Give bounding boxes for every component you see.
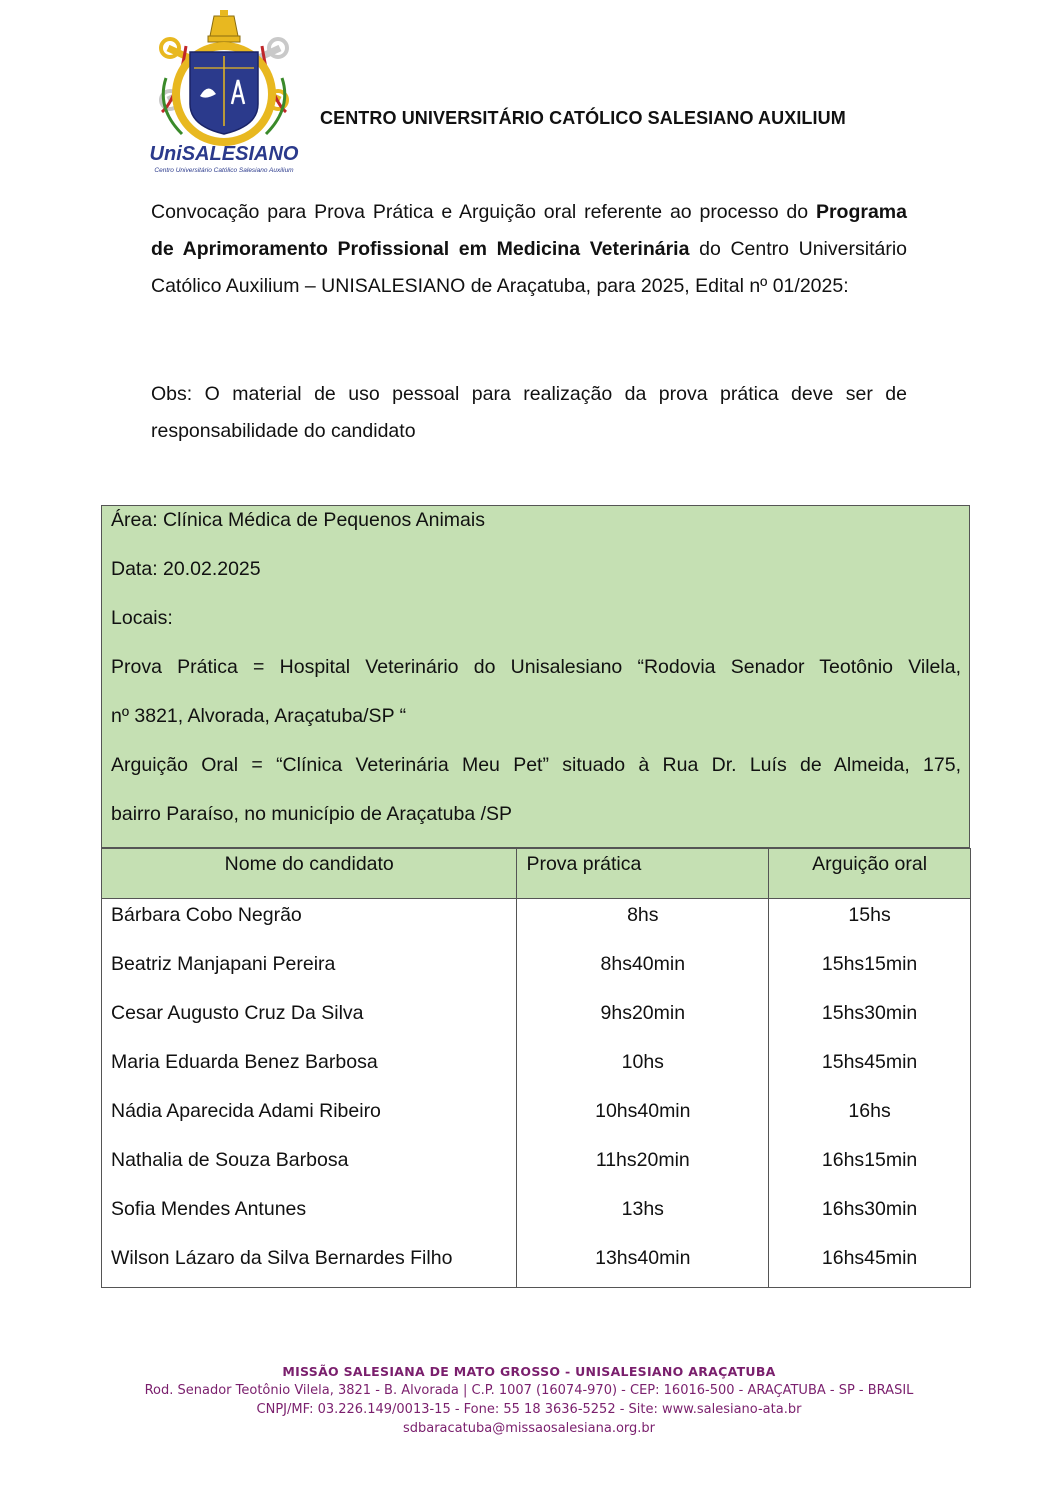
candidate-name: Sofia Mendes Antunes bbox=[102, 1193, 517, 1242]
practical-exam-time: 10hs40min bbox=[517, 1095, 769, 1144]
oral-exam-time: 15hs45min bbox=[769, 1046, 971, 1095]
oral-exam-time: 16hs45min bbox=[769, 1242, 971, 1288]
footer-contact: CNPJ/MF: 03.226.149/0013-15 - Fone: 55 18 3636-5252 - Site: www.salesiano-ata.br bbox=[256, 1402, 802, 1417]
header-practical-exam: Prova prática bbox=[517, 849, 769, 899]
svg-text:UniSALESIANO: UniSALESIANO bbox=[149, 143, 299, 165]
practical-exam-time: 9hs20min bbox=[517, 997, 769, 1046]
candidate-name: Wilson Lázaro da Silva Bernardes Filho bbox=[102, 1242, 517, 1288]
candidate-name: Maria Eduarda Benez Barbosa bbox=[102, 1046, 517, 1095]
intro-text-start: Convocação para Prova Prática e Arguição oral referente ao processo do bbox=[151, 201, 816, 223]
table-row bbox=[102, 1095, 971, 1144]
table-row bbox=[102, 948, 971, 997]
observation-paragraph bbox=[151, 376, 907, 450]
practical-exam-location-line2: nº 3821, Alvorada, Araçatuba/SP “ bbox=[111, 705, 407, 727]
oral-exam-location-line1: Arguição Oral = “Clínica Veterinária Meu Pet” situado à Rua Dr. Luís de Almeida, 175, bbox=[111, 754, 961, 776]
svg-text:Centro Universitário Católico: Centro Universitário Católico Salesiano Auxilium bbox=[154, 167, 294, 174]
area-line: Área: Clínica Médica de Pequenos Animais bbox=[111, 509, 485, 531]
observation-text: Obs: O material de uso pessoal para realização da prova prática deve ser de responsabilidade do candidato bbox=[151, 383, 907, 442]
practical-exam-time: 13hs bbox=[517, 1193, 769, 1242]
footer bbox=[0, 1362, 1058, 1438]
unisalesiano-logo bbox=[148, 8, 300, 178]
footer-address: Rod. Senador Teotônio Vilela, 3821 - B. Alvorada | C.P. 1007 (16074-970) - CEP: 16016-500 - ARAÇATUBA - SP - BRASIL bbox=[144, 1383, 914, 1398]
candidate-name: Bárbara Cobo Negrão bbox=[102, 899, 517, 948]
exam-info-box bbox=[101, 505, 970, 848]
date-line: Data: 20.02.2025 bbox=[111, 558, 261, 580]
table-header-row bbox=[102, 849, 971, 899]
practical-exam-time: 8hs bbox=[517, 899, 769, 948]
candidate-name: Beatriz Manjapani Pereira bbox=[102, 948, 517, 997]
candidate-name: Nathalia de Souza Barbosa bbox=[102, 1144, 517, 1193]
practical-exam-time: 8hs40min bbox=[517, 948, 769, 997]
intro-paragraph bbox=[151, 194, 907, 305]
oral-exam-time: 15hs bbox=[769, 899, 971, 948]
oral-exam-time: 15hs15min bbox=[769, 948, 971, 997]
footer-email: sdbaracatuba@missaosalesiana.org.br bbox=[402, 1421, 656, 1436]
table-row bbox=[102, 1242, 971, 1288]
candidate-name: Cesar Augusto Cruz Da Silva bbox=[102, 997, 517, 1046]
table-row bbox=[102, 1144, 971, 1193]
practical-exam-location-line1: Prova Prática = Hospital Veterinário do Unisalesiano “Rodovia Senador Teotônio Vilela, bbox=[111, 656, 961, 678]
table-row bbox=[102, 997, 971, 1046]
practical-exam-time: 10hs bbox=[517, 1046, 769, 1095]
oral-exam-time: 16hs30min bbox=[769, 1193, 971, 1242]
candidate-name: Nádia Aparecida Adami Ribeiro bbox=[102, 1095, 517, 1144]
oral-exam-time: 16hs15min bbox=[769, 1144, 971, 1193]
header-oral-exam: Arguição oral bbox=[769, 849, 971, 899]
institution-title: CENTRO UNIVERSITÁRIO CATÓLICO SALESIANO AUXILIUM bbox=[320, 108, 846, 128]
table-row bbox=[102, 1046, 971, 1095]
schedule-table bbox=[101, 848, 971, 1288]
locations-label: Locais: bbox=[111, 607, 173, 629]
intro-text-end: do Centro Universitário Católico Auxilium – UNISALESIANO de Araçatuba, para 2025, Edital nº 01/2025: bbox=[151, 238, 907, 297]
program-name: Programa de Aprimoramento Profissional em Medicina Veterinária bbox=[151, 201, 907, 260]
oral-exam-time: 15hs30min bbox=[769, 997, 971, 1046]
practical-exam-time: 11hs20min bbox=[517, 1144, 769, 1193]
oral-exam-location-line2: bairro Paraíso, no município de Araçatuba /SP bbox=[111, 803, 513, 825]
table-row bbox=[102, 899, 971, 948]
practical-exam-time: 13hs40min bbox=[517, 1242, 769, 1288]
footer-organization: MISSÃO SALESIANA DE MATO GROSSO - UNISALESIANO ARAÇATUBA bbox=[282, 1364, 776, 1379]
table-row bbox=[102, 1193, 971, 1242]
header-candidate-name: Nome do candidato bbox=[102, 849, 517, 899]
oral-exam-time: 16hs bbox=[769, 1095, 971, 1144]
